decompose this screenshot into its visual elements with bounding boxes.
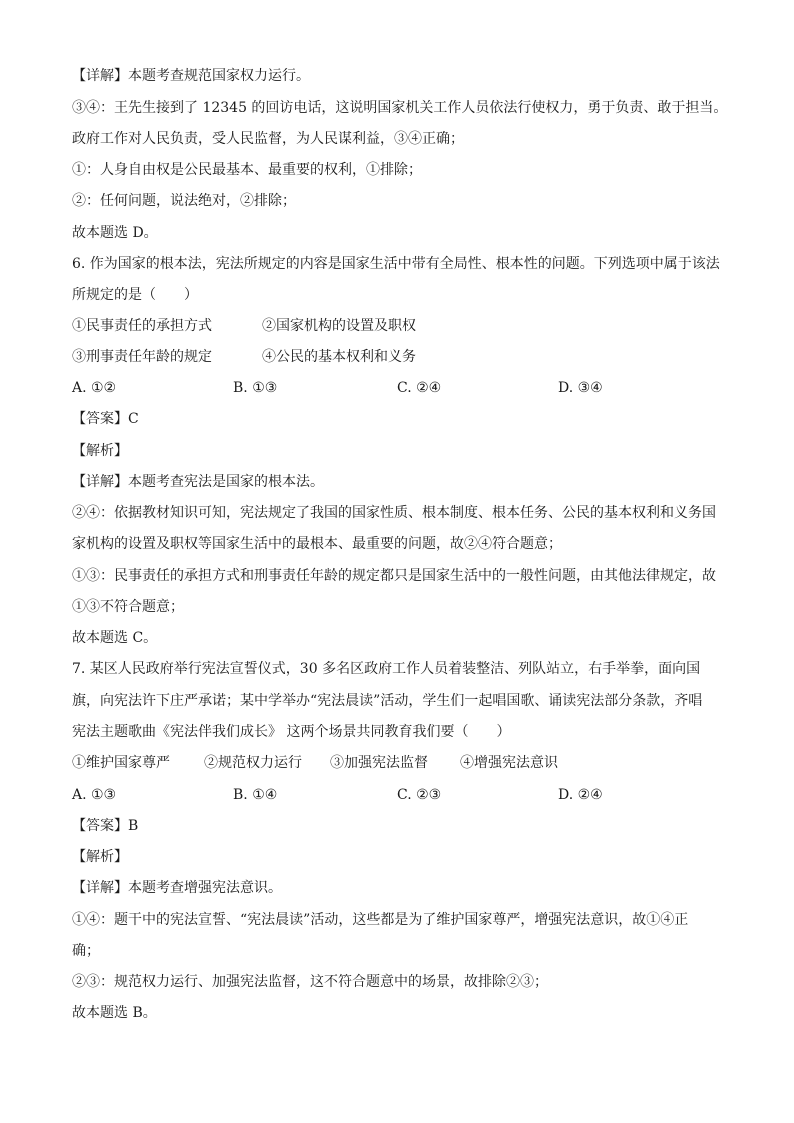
conclusion-line: 故本题选 D。 bbox=[72, 225, 158, 241]
explanation-line: 家机构的设置及职权等国家生活中的最根本、最重要的问题，故②④符合题意； bbox=[72, 536, 562, 552]
explanation-line: ②：任何问题，说法绝对，②排除； bbox=[72, 193, 296, 209]
conclusion-line: 故本题选 B。 bbox=[72, 1005, 157, 1021]
explanation-line: ①③：民事责任的承担方式和刑事责任年龄的规定都只是国家生活中的一般性问题，由其他法律规定，故 bbox=[72, 568, 716, 584]
option-c: C. ②④ bbox=[397, 380, 442, 396]
option-d: D. ③④ bbox=[558, 380, 603, 396]
statement-item: ④公民的基本权利和义务 bbox=[262, 349, 416, 365]
question-stem: 6. 作为国家的根本法，宪法所规定的内容是国家生活中带有全局性、根本性的问题。下列选项中属于该法 bbox=[72, 256, 720, 272]
explanation-line: ③④：王先生接到了 12345 的回访电话，这说明国家机关工作人员依法行使权力，勇于负责、敢于担当。 bbox=[72, 100, 728, 116]
statement-item: ①维护国家尊严 bbox=[72, 755, 170, 771]
statement-item: ③刑事责任年龄的规定 bbox=[72, 349, 212, 365]
explanation-line: ①③不符合题意； bbox=[72, 599, 184, 615]
option-b: B. ①③ bbox=[233, 380, 278, 396]
detail-label: 【详解】本题考查增强宪法意识。 bbox=[72, 880, 282, 896]
explanation-line: 政府工作对人民负责，受人民监督，为人民谋利益，③④正确； bbox=[72, 131, 464, 147]
question-stem: 旗，向宪法许下庄严承诺；某中学举办“宪法晨读”活动，学生们一起唱国歌、诵读宪法部分条款，齐唱 bbox=[72, 693, 703, 709]
answer-label: 【答案】C bbox=[72, 411, 139, 427]
detail-label: 【详解】本题考查规范国家权力运行。 bbox=[72, 68, 310, 84]
option-b: B. ①④ bbox=[233, 787, 278, 803]
conclusion-line: 故本题选 C。 bbox=[72, 630, 158, 646]
option-a: A. ①③ bbox=[72, 787, 117, 803]
statement-item: ②规范权力运行 bbox=[204, 755, 302, 771]
explanation-line: ①：人身自由权是公民最基本、最重要的权利，①排除； bbox=[72, 162, 422, 178]
explanation-line: ②④：依据教材知识可知，宪法规定了我国的国家性质、根本制度、根本任务、公民的基本权利和义务国 bbox=[72, 505, 716, 521]
option-c: C. ②③ bbox=[397, 787, 442, 803]
option-d: D. ②④ bbox=[558, 787, 603, 803]
explanation-line: ②③：规范权力运行、加强宪法监督，这不符合题意中的场景，故排除②③； bbox=[72, 974, 548, 990]
analysis-label: 【解析】 bbox=[72, 849, 128, 865]
question-stem: 所规定的是（ ） bbox=[72, 287, 198, 303]
explanation-line: 确； bbox=[72, 943, 100, 959]
question-stem: 7. 某区人民政府举行宪法宣誓仪式，30 多名区政府工作人员着装整洁、列队站立，右手举拳，面向国 bbox=[72, 661, 701, 677]
answer-label: 【答案】B bbox=[72, 818, 139, 834]
explanation-line: ①④：题干中的宪法宣誓、“宪法晨读”活动，这些都是为了维护国家尊严，增强宪法意识，故①④正 bbox=[72, 912, 689, 928]
question-stem: 宪法主题歌曲《宪法伴我们成长》 这两个场景共同教育我们要（ ） bbox=[72, 724, 511, 740]
detail-label: 【详解】本题考查宪法是国家的根本法。 bbox=[72, 474, 324, 490]
statement-item: ④增强宪法意识 bbox=[460, 755, 558, 771]
option-a: A. ①② bbox=[72, 380, 117, 396]
analysis-label: 【解析】 bbox=[72, 443, 128, 459]
statement-item: ①民事责任的承担方式 bbox=[72, 318, 212, 334]
statement-item: ②国家机构的设置及职权 bbox=[262, 318, 416, 334]
statement-item: ③加强宪法监督 bbox=[330, 755, 428, 771]
